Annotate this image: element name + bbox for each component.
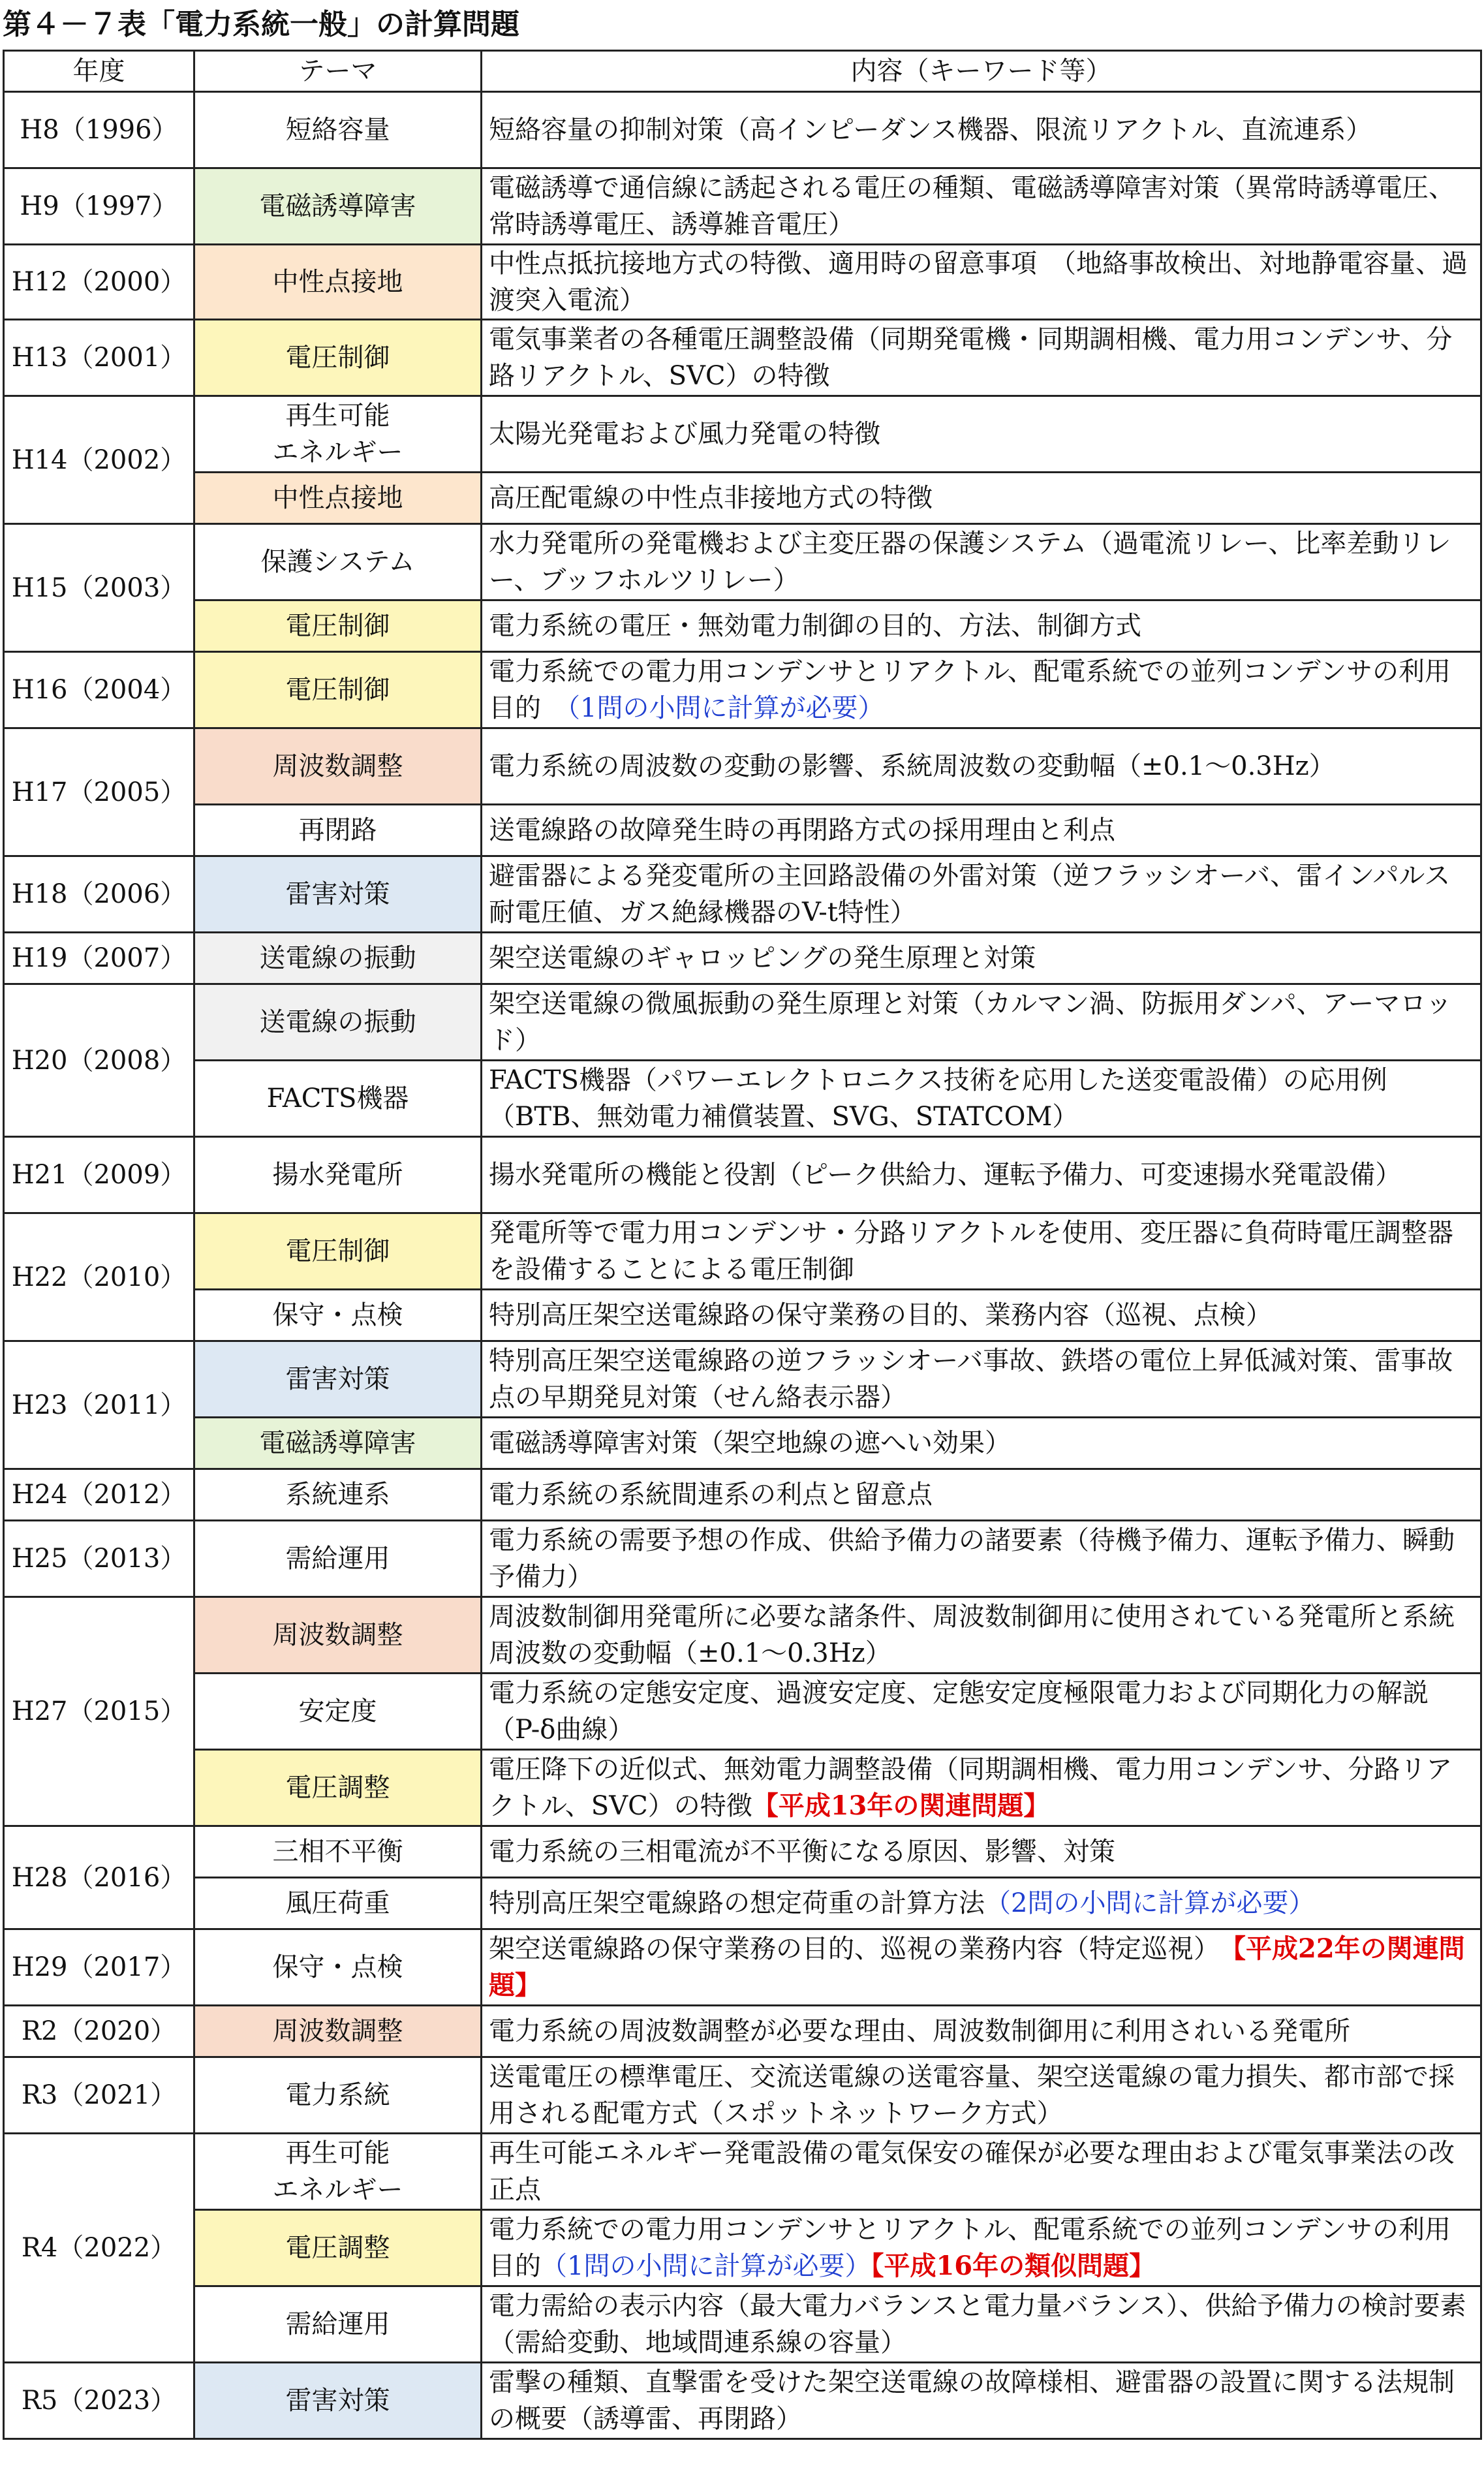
content-text: 短絡容量の抑制対策（高インピーダンス機器、限流リアクトル、直流連系） — [489, 115, 1372, 145]
content-cell — [482, 245, 1481, 320]
content-text: 高圧配電線の中性点非接地方式の特徴 — [489, 483, 933, 513]
header-row — [4, 51, 1481, 92]
table-row — [4, 1929, 1481, 2006]
content-cell — [482, 1137, 1481, 1213]
content-cell — [482, 805, 1481, 856]
table-row — [4, 1137, 1481, 1213]
content-text: 特別高圧架空送電線路の逆フラッシオーバ事故、鉄塔の電位上昇低減対策、雷事故点の早期発見対策（せん絡表示器） — [489, 1346, 1453, 1412]
content-cell — [482, 2057, 1481, 2134]
table-row — [4, 805, 1481, 856]
year-cell: H15（2003） — [4, 524, 194, 652]
content-text: FACTS機器（パワーエレクトロニクス技術を応用した送変電設備）の応用例（BTB、無効電力補償装置、SVG、STATCOM） — [489, 1065, 1387, 1132]
content-text: 電力系統の需要予想の作成、供給予備力の諸要素（待機予備力、運転予備力、瞬動予備力） — [489, 1525, 1455, 1592]
table-body — [4, 92, 1481, 2439]
content-cell — [482, 1826, 1481, 1878]
content-text: 送電電圧の標準電圧、交流送電線の送電容量、架空送電線の電力損失、都市部で採用される配電方式（スポットネットワーク方式） — [489, 2062, 1455, 2128]
year-cell: H8（1996） — [4, 92, 194, 168]
content-cell — [482, 1341, 1481, 1418]
table-row — [4, 245, 1481, 320]
theme-cell: 安定度 — [194, 1674, 482, 1750]
table-row — [4, 728, 1481, 805]
theme-cell: 電圧調整 — [194, 2210, 482, 2286]
content-text: 電圧降下の近似式、無効電力調整設備（同期調相機、電力用コンデンサ、分路リアクトル、SVC）の特徴 — [489, 1754, 1453, 1821]
content-cell — [482, 933, 1481, 984]
theme-cell: 需給運用 — [194, 1521, 482, 1597]
year-cell: H27（2015） — [4, 1597, 194, 1826]
content-text: 再生可能エネルギー発電設備の電気保安の確保が必要な理由および電気事業法の改正点 — [489, 2138, 1455, 2205]
content-text: 電力系統での電力用コンデンサとリアクトル、配電系統での並列コンデンサの利用目的 — [489, 2215, 1451, 2281]
theme-cell: 電圧制御 — [194, 600, 482, 652]
theme-cell: FACTS機器 — [194, 1061, 482, 1137]
year-cell: R3（2021） — [4, 2057, 194, 2134]
table-row — [4, 984, 1481, 1061]
table-row — [4, 2057, 1481, 2134]
related-note: 【平成16年の類似問題】 — [871, 2251, 1156, 2281]
content-text: 電気事業者の各種電圧調整設備（同期発電機・同期調相機、電力用コンデンサ、分路リアクトル、SVC）の特徴 — [489, 324, 1453, 391]
year-cell: H28（2016） — [4, 1826, 194, 1929]
table-row — [4, 92, 1481, 168]
table-row — [4, 2134, 1481, 2210]
theme-cell: 中性点接地 — [194, 473, 482, 524]
content-text: 架空送電線の微風振動の発生原理と対策（カルマン渦、防振用ダンパ、アーマロッド） — [489, 989, 1452, 1055]
content-cell — [482, 652, 1481, 728]
content-cell — [482, 473, 1481, 524]
theme-cell: 送電線の振動 — [194, 933, 482, 984]
table-row — [4, 1061, 1481, 1137]
theme-cell: 雷害対策 — [194, 856, 482, 933]
theme-cell: 短絡容量 — [194, 92, 482, 168]
year-cell: H18（2006） — [4, 856, 194, 933]
content-text: 電磁誘導で通信線に誘起される電圧の種類、電磁誘導障害対策（異常時誘導電圧、常時誘導電圧、誘導雑音電圧） — [489, 173, 1455, 240]
year-cell: H12（2000） — [4, 245, 194, 320]
content-text: 避雷器による発変電所の主回路設備の外雷対策（逆フラッシオーバ、雷インパルス耐電圧値、ガス絶縁機器のV-t特性） — [489, 861, 1451, 927]
theme-cell: 周波数調整 — [194, 1597, 482, 1674]
header-year: 年度 — [4, 51, 194, 92]
theme-cell: 電圧制御 — [194, 320, 482, 396]
theme-cell: 電磁誘導障害 — [194, 1418, 482, 1469]
theme-cell: 再生可能 エネルギー — [194, 396, 482, 473]
theme-cell: 雷害対策 — [194, 2363, 482, 2439]
content-cell — [482, 1750, 1481, 1826]
content-text: 周波数制御用発電所に必要な諸条件、周波数制御用に使用されている発電所と系統周波数の変動幅（±0.1～0.3Hz） — [489, 1602, 1455, 1668]
year-cell: H29（2017） — [4, 1929, 194, 2006]
theme-cell: 電磁誘導障害 — [194, 168, 482, 245]
table-row — [4, 1878, 1481, 1929]
content-cell — [482, 1469, 1481, 1521]
table-row — [4, 1597, 1481, 1674]
table-row — [4, 2006, 1481, 2057]
content-text: 送電線路の故障発生時の再閉路方式の採用理由と利点 — [489, 815, 1115, 845]
year-cell: H16（2004） — [4, 652, 194, 728]
content-cell — [482, 856, 1481, 933]
related-note: 【平成22年の関連問題】 — [489, 1933, 1465, 2001]
theme-cell: 保守・点検 — [194, 1290, 482, 1341]
content-text: 架空送電線路の保守業務の目的、巡視の業務内容（特定巡視） — [489, 1934, 1233, 1964]
header-theme: テーマ — [194, 51, 482, 92]
table-row — [4, 1290, 1481, 1341]
table-row — [4, 856, 1481, 933]
theme-cell: 電圧制御 — [194, 1213, 482, 1290]
theme-cell: 保護システム — [194, 524, 482, 600]
theme-cell: 雷害対策 — [194, 1341, 482, 1418]
table-row — [4, 2363, 1481, 2439]
content-text: 電力需給の表示内容（最大電力バランスと電力量バランス）、供給予備力の検討要素（需給変動、地域間連系線の容量） — [489, 2291, 1466, 2358]
content-text: 電力系統の周波数の変動の影響、系統周波数の変動幅（±0.1～0.3Hz） — [489, 751, 1335, 781]
theme-cell: 電圧制御 — [194, 652, 482, 728]
theme-cell: 風圧荷重 — [194, 1878, 482, 1929]
content-cell — [482, 2134, 1481, 2210]
content-cell — [482, 2286, 1481, 2363]
content-text: 太陽光発電および風力発電の特徴 — [489, 419, 880, 449]
content-text: 中性点抵抗接地方式の特徴、適用時の留意事項 （地絡事故検出、対地静電容量、過渡突入電流） — [489, 249, 1468, 315]
table-row — [4, 2210, 1481, 2286]
table-row — [4, 1418, 1481, 1469]
content-text: 雷撃の種類、直撃雷を受けた架空送電線の故障様相、避雷器の設置に関する法規制の概要（誘導雷、再閉路） — [489, 2367, 1455, 2434]
year-cell: H23（2011） — [4, 1341, 194, 1469]
theme-cell: 再閉路 — [194, 805, 482, 856]
content-cell — [482, 1929, 1481, 2006]
theme-cell: 周波数調整 — [194, 728, 482, 805]
year-cell: H22（2010） — [4, 1213, 194, 1341]
content-cell — [482, 2210, 1481, 2286]
content-cell — [482, 984, 1481, 1061]
table-row — [4, 1213, 1481, 1290]
year-cell: H13（2001） — [4, 320, 194, 396]
table-row — [4, 473, 1481, 524]
table-row — [4, 652, 1481, 728]
calc-note: （1問の小問に計算が必要） — [567, 693, 884, 723]
content-cell — [482, 1674, 1481, 1750]
content-text: 電力系統での電力用コンデンサとリアクトル、配電系統での並列コンデンサの利用目的 — [489, 657, 1451, 723]
year-cell: H9（1997） — [4, 168, 194, 245]
related-note: 【平成13年の関連問題】 — [752, 1790, 1050, 1821]
content-cell — [482, 2006, 1481, 2057]
theme-cell: 送電線の振動 — [194, 984, 482, 1061]
theme-cell: 再生可能 エネルギー — [194, 2134, 482, 2210]
content-cell — [482, 1213, 1481, 1290]
table-row — [4, 600, 1481, 652]
content-text: 特別高圧架空送電線路の保守業務の目的、業務内容（巡視、点検） — [489, 1300, 1272, 1330]
calc-note: （1問の小問に計算が必要） — [541, 2251, 871, 2281]
calc-note: （2問の小問に計算が必要） — [985, 1888, 1315, 1918]
content-text: 電力系統の三相電流が不平衡になる原因、影響、対策 — [489, 1837, 1115, 1867]
table-row — [4, 396, 1481, 473]
content-text: 電力系統の系統間連系の利点と留意点 — [489, 1480, 933, 1510]
content-text: 電力系統の周波数調整が必要な理由、周波数制御用に利用されいる発電所 — [489, 2016, 1350, 2046]
year-cell: H17（2005） — [4, 728, 194, 856]
year-cell: H21（2009） — [4, 1137, 194, 1213]
content-text: 電力系統の電圧・無効電力制御の目的、方法、制御方式 — [489, 611, 1141, 641]
year-cell: R4（2022） — [4, 2134, 194, 2363]
year-cell: R2（2020） — [4, 2006, 194, 2057]
content-cell — [482, 1521, 1481, 1597]
theme-cell: 中性点接地 — [194, 245, 482, 320]
theme-cell: 電力系統 — [194, 2057, 482, 2134]
content-cell — [482, 2363, 1481, 2439]
header-content: 内容（キーワード等） — [482, 51, 1481, 92]
table-row — [4, 1521, 1481, 1597]
year-cell: H24（2012） — [4, 1469, 194, 1521]
content-cell — [482, 1418, 1481, 1469]
year-cell: H14（2002） — [4, 396, 194, 524]
content-cell — [482, 1290, 1481, 1341]
table-row — [4, 320, 1481, 396]
year-cell: R5（2023） — [4, 2363, 194, 2439]
year-cell: H19（2007） — [4, 933, 194, 984]
year-cell: H20（2008） — [4, 984, 194, 1137]
table-row — [4, 524, 1481, 600]
table-row — [4, 1674, 1481, 1750]
theme-cell: 周波数調整 — [194, 2006, 482, 2057]
content-text: 架空送電線のギャロッピングの発生原理と対策 — [489, 943, 1036, 973]
theme-cell: 三相不平衡 — [194, 1826, 482, 1878]
content-cell — [482, 1597, 1481, 1674]
content-text: 揚水発電所の機能と役割（ピーク供給力、運転予備力、可変速揚水発電設備） — [489, 1160, 1402, 1190]
theme-cell: 保守・点検 — [194, 1929, 482, 2006]
table-row — [4, 933, 1481, 984]
content-text: 電磁誘導障害対策（架空地線の遮へい効果） — [489, 1428, 1011, 1458]
table-row — [4, 2286, 1481, 2363]
theme-cell: 系統連系 — [194, 1469, 482, 1521]
table-row — [4, 1469, 1481, 1521]
content-cell — [482, 396, 1481, 473]
table-row — [4, 1750, 1481, 1826]
content-cell — [482, 92, 1481, 168]
table-title: 第４－７表「電力系統一般」の計算問題 — [3, 8, 519, 41]
content-cell — [482, 524, 1481, 600]
table-row — [4, 168, 1481, 245]
content-text: 電力系統の定態安定度、過渡安定度、定態安定度極限電力および同期化力の解説（P-δ曲線） — [489, 1678, 1429, 1745]
content-cell — [482, 1061, 1481, 1137]
content-cell — [482, 728, 1481, 805]
table-row — [4, 1826, 1481, 1878]
content-text: 特別高圧架空電線路の想定荷重の計算方法 — [489, 1888, 985, 1918]
theme-cell: 揚水発電所 — [194, 1137, 482, 1213]
content-text: 発電所等で電力用コンデンサ・分路リアクトルを使用、変圧器に負荷時電圧調整器を設備することによる電圧制御 — [489, 1218, 1453, 1285]
year-cell: H25（2013） — [4, 1521, 194, 1597]
keyword-table — [3, 50, 1482, 2440]
content-cell — [482, 168, 1481, 245]
content-cell — [482, 320, 1481, 396]
theme-cell: 電圧調整 — [194, 1750, 482, 1826]
theme-cell: 需給運用 — [194, 2286, 482, 2363]
content-text: 水力発電所の発電機および主変圧器の保護システム（過電流リレー、比率差動リレー、ブッフホルツリレー） — [489, 529, 1451, 595]
content-cell — [482, 1878, 1481, 1929]
content-cell — [482, 600, 1481, 652]
table-row — [4, 1341, 1481, 1418]
